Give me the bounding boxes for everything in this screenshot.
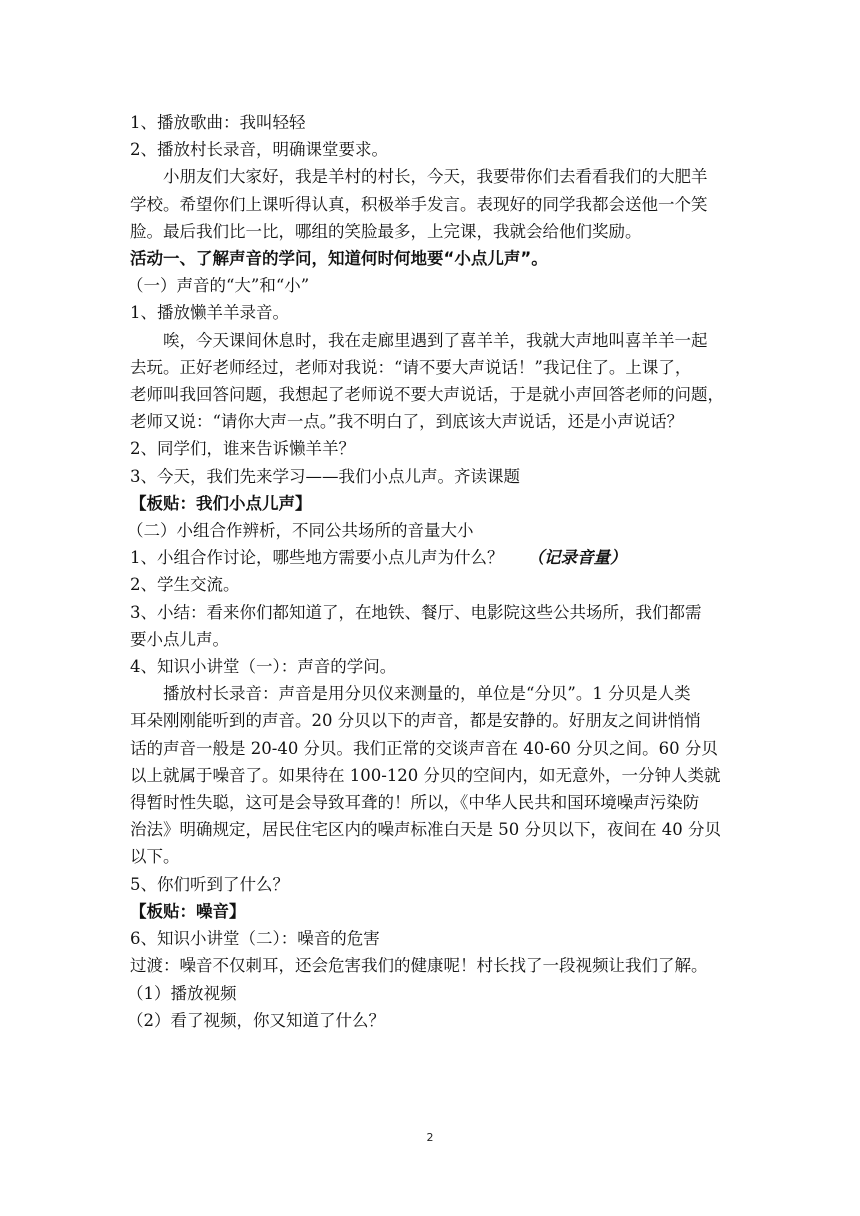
lazy-sheep-speech-line: 老师叫我回答问题，我想起了老师说不要大声说话，于是就小声回答老师的问题， (130, 385, 724, 405)
board-note-title: 【板贴：我们小点儿声】 (130, 493, 312, 513)
record-volume-note: （记录音量） (527, 548, 627, 568)
decibel-explanation-line: 得暂时性失聪，这可是会导致耳聋的！所以，《中华人民共和国环境噪声污染防 (130, 793, 700, 813)
village-chief-speech-line: 小朋友们大家好，我是羊村的村长，今天，我要带你们去看看我们的大肥羊 (163, 167, 708, 187)
step-group-discussion (130, 544, 730, 571)
lazy-sheep-speech-line: 去玩。正好老师经过，老师对我说：“请不要大声说话！”我记住了。上课了， (130, 357, 692, 377)
village-chief-speech-line: 脸。最后我们比一比，哪组的笑脸最多，上完课，我就会给他们奖励。 (130, 221, 642, 241)
decibel-explanation-line: 播放村长录音：声音是用分贝仪来测量的，单位是“分贝”。1 分贝是人类 (163, 684, 691, 704)
activity-one-heading: 活动一、了解声音的学问，知道何时何地要“小点儿声”。 (130, 249, 548, 269)
page-number: 2 (426, 1131, 434, 1144)
decibel-explanation-line: 治法》明确规定，居民住宅区内的噪声标准白天是 50 分贝以下，夜间在 40 分贝 (130, 820, 721, 840)
decibel-explanation-line: 话的声音一般是 20-40 分贝。我们正常的交谈声音在 40-60 分贝之间。60 分贝 (130, 738, 718, 758)
document-body (127, 109, 730, 1034)
step-knowledge-lecture-two: 6、知识小讲堂（二）：噪音的危害 (130, 929, 380, 949)
step-what-heard: 5、你们听到了什么？ (130, 874, 289, 894)
section-one-heading: （一）声音的“大”和“小” (127, 276, 310, 296)
step-play-video: （1）播放视频 (127, 983, 237, 1003)
village-chief-speech-line: 学校。希望你们上课听得认真，积极举手发言。表现好的同学我都会送他一个笑 (130, 194, 708, 214)
step-summary-continued: 要小点儿声。 (130, 629, 229, 649)
group-discussion-text: 1、小组合作讨论，哪些地方需要小点儿声为什么？ (130, 548, 504, 568)
decibel-explanation-line: 以上就属于噪音了。如果待在 100-120 分贝的空间内，如无意外，一分钟人类就 (130, 765, 721, 785)
board-note-noise: 【板贴：噪音】 (130, 901, 246, 921)
decibel-explanation-line: 耳朵刚刚能听到的声音。20 分贝以下的声音，都是安静的。好朋友之间讲悄悄 (130, 711, 701, 731)
step-students-answer: 2、同学们，谁来告诉懒羊羊？ (130, 439, 355, 459)
decibel-explanation-line: 以下。 (130, 847, 180, 867)
step-after-video: （2）看了视频，你又知道了什么？ (127, 1010, 385, 1030)
step-play-song: 1、播放歌曲：我叫轻轻 (130, 113, 306, 132)
lazy-sheep-speech-line: 老师又说：“请你大声一点。”我不明白了，到底该大声说话，还是小声说话？ (130, 412, 684, 432)
step-play-recording: 2、播放村长录音，明确课堂要求。 (130, 140, 388, 160)
step-summary: 3、小结：看来你们都知道了，在地铁、餐厅、电影院这些公共场所，我们都需 (130, 602, 702, 622)
step-student-exchange: 2、学生交流。 (130, 575, 240, 595)
transition-text: 过渡：噪音不仅刺耳，还会危害我们的健康呢！村长找了一段视频让我们了解。 (130, 956, 708, 976)
step-play-lazy-sheep: 1、播放懒羊羊录音。 (130, 303, 289, 323)
lazy-sheep-speech-line: 唉，今天课间休息时，我在走廊里遇到了喜羊羊，我就大声地叫喜羊羊一起 (163, 330, 708, 350)
section-two-heading: （二）小组合作辨析，不同公共场所的音量大小 (127, 521, 474, 541)
step-read-title: 3、今天，我们先来学习——我们小点儿声。齐读课题 (130, 466, 520, 486)
step-knowledge-lecture-one: 4、知识小讲堂（一）：声音的学问。 (130, 657, 397, 677)
